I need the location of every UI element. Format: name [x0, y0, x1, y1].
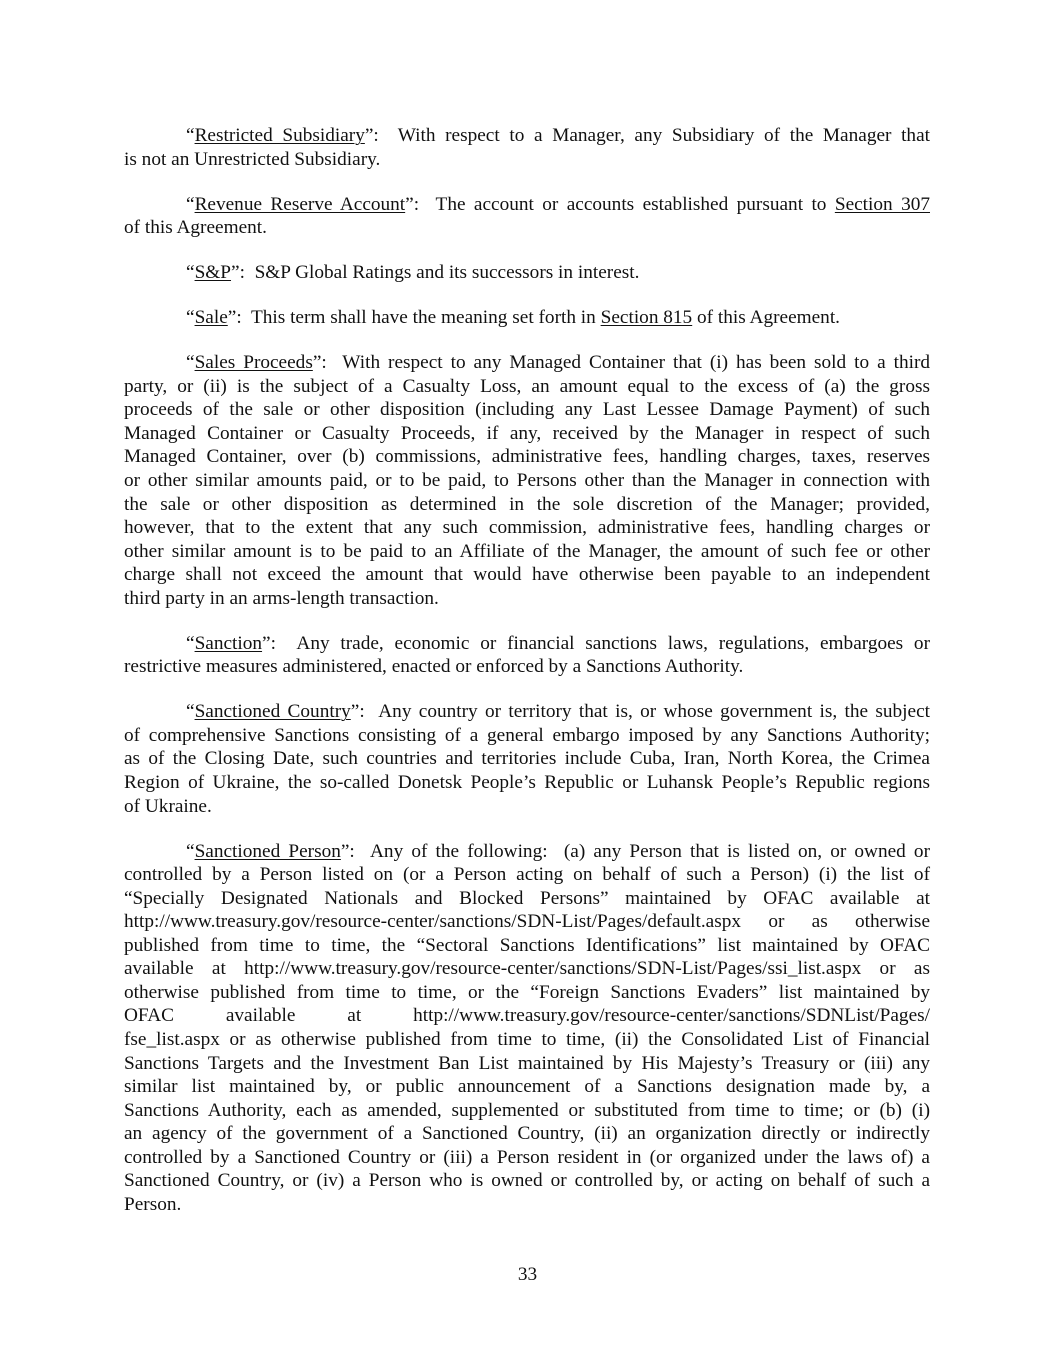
text-line	[124, 840, 930, 864]
text-line: proceeds of the sale or other disposition (including any Last Lessee Damage Payment) of such	[124, 399, 930, 421]
defined-term: Section 307	[834, 193, 930, 215]
text-segment: “	[186, 307, 195, 329]
text-line	[124, 700, 930, 724]
text-line: Person.	[124, 1193, 182, 1215]
text-line: Sanctions Authority, each as amended, supplemented or substituted from time to time; or (b) (i)	[124, 1099, 930, 1121]
definition-paragraph	[124, 700, 930, 818]
text-segment: ”: With respect to a Manager, any Subsidiary of the Manager that	[364, 125, 930, 146]
text-line: fse_list.aspx or as otherwise published from time to time, (ii) the Consolidated List of Financial	[124, 1029, 930, 1050]
text-line	[124, 124, 930, 148]
text-line: party, or (ii) is the subject of a Casualty Loss, an amount equal to the excess of (a) the gross	[124, 375, 930, 397]
definition-paragraph	[124, 306, 930, 330]
text-line: of Ukraine.	[124, 795, 212, 817]
text-line: Sanctions Targets and the Investment Ban List maintained by His Majesty’s Treasury or (iii) any	[124, 1052, 930, 1074]
text-line: Managed Container, over (b) commissions, administrative fees, handling charges, taxes, reserves	[124, 446, 930, 468]
text-line: http://www.treasury.gov/resource-center/sanctions/SDN-List/Pages/default.aspx or as otherwise	[124, 911, 930, 933]
text-segment: ”: Any country or territory that is, or whose government is, the subject	[350, 701, 930, 723]
text-segment: ”: Any trade, economic or financial sanctions laws, regulations, embargoes or	[262, 632, 930, 654]
text-line: restrictive measures administered, enacted or enforced by a Sanctions Authority.	[124, 656, 744, 678]
text-segment: “	[186, 125, 195, 146]
text-segment: “	[186, 840, 195, 862]
definition-paragraph	[124, 632, 930, 679]
text-segment: “	[186, 352, 195, 374]
text-line: controlled by a Person listed on (or a Person acting on behalf of such a Person) (i) the list of	[124, 864, 930, 886]
text-line: otherwise published from time to time, or the “Foreign Sanctions Evaders” list maintained by	[124, 981, 930, 1003]
page-number: 33	[517, 1264, 538, 1285]
defined-term: Sanctioned Country	[194, 701, 351, 723]
text-line: the sale or other disposition as determined in the sole discretion of the Manager; provided,	[124, 493, 930, 515]
defined-term: Section 815	[600, 307, 693, 329]
text-line: available at http://www.treasury.gov/resource-center/sanctions/SDN-List/Pages/ssi_list.aspx or as	[124, 958, 930, 980]
defined-term: Sanction	[194, 632, 263, 654]
defined-term: Restricted Subsidiary	[194, 125, 365, 146]
defined-term: Sanctioned Person	[194, 840, 341, 862]
text-line: third party in an arms-length transaction.	[124, 587, 439, 609]
document-body	[124, 124, 930, 1238]
definition-paragraph	[124, 840, 930, 1217]
text-line: of comprehensive Sanctions consisting of a general embargo imposed by any Sanctions Authority;	[124, 724, 930, 746]
text-line: as of the Closing Date, such countries and territories include Cuba, Iran, North Korea, the Crimea	[124, 748, 930, 770]
text-segment: ”: With respect to any Managed Container that (i) has been sold to a third	[312, 352, 931, 374]
text-line: Sanctioned Country, or (iv) a Person who is owned or controlled by, or acting on behalf of such a	[124, 1170, 930, 1192]
text-line: OFAC available at http://www.treasury.gov/resource-center/sanctions/SDNList/Pages/	[124, 1005, 930, 1027]
definition-paragraph	[124, 351, 930, 610]
defined-term: S&P	[194, 262, 232, 284]
definition-paragraph	[124, 193, 930, 240]
text-line	[124, 306, 930, 330]
text-line: Managed Container or Casualty Proceeds, if any, received by the Manager in respect of such	[124, 422, 930, 444]
text-line: “Specially Designated Nationals and Blocked Persons” maintained by OFAC available at	[124, 887, 930, 909]
text-line	[124, 632, 930, 656]
text-line: controlled by a Sanctioned Country or (iii) a Person resident in (or organized under the laws of) a	[124, 1146, 930, 1168]
text-line	[124, 351, 930, 375]
text-segment: “	[186, 193, 195, 215]
definition-paragraph	[124, 124, 930, 171]
text-segment: of this Agreement.	[692, 307, 840, 329]
text-line: similar list maintained by, or public announcement of a Sanctions designation made by, a	[124, 1076, 930, 1098]
text-line: an agency of the government of a Sanctioned Country, (ii) an organization directly or indirectly	[124, 1123, 930, 1145]
text-line	[124, 261, 930, 285]
text-line: or other similar amounts paid, or to be paid, to Persons other than the Manager in connection with	[124, 470, 930, 492]
text-line: published from time to time, the “Sectoral Sanctions Identifications” list maintained by OFAC	[124, 934, 930, 956]
text-line: Region of Ukraine, the so-called Donetsk People’s Republic or Luhansk People’s Republic regions	[124, 772, 930, 794]
text-line: is not an Unrestricted Subsidiary.	[124, 148, 381, 170]
defined-term: Revenue Reserve Account	[194, 193, 406, 215]
defined-term: Sale	[194, 307, 228, 329]
text-segment: “	[186, 262, 195, 284]
text-line: charge shall not exceed the amount that would have otherwise been payable to an independent	[124, 564, 930, 586]
text-segment: “	[186, 701, 195, 723]
definition-paragraph	[124, 261, 930, 285]
text-segment: ”: The account or accounts established pursuant to	[405, 193, 835, 215]
text-segment: ”: S&P Global Ratings and its successors in interest.	[231, 262, 640, 284]
text-segment: “	[186, 632, 195, 654]
text-line	[124, 193, 930, 217]
text-segment: ”: This term shall have the meaning set forth in	[227, 307, 601, 329]
defined-term: Sales Proceeds	[194, 352, 313, 374]
text-line: however, that to the extent that any such commission, administrative fees, handling charges or	[124, 517, 930, 539]
text-line: other similar amount is to be paid to an Affiliate of the Manager, the amount of such fee or other	[124, 540, 930, 562]
text-line: of this Agreement.	[124, 217, 267, 239]
text-segment: ”: Any of the following: (a) any Person that is listed on, or owned or	[340, 840, 930, 862]
